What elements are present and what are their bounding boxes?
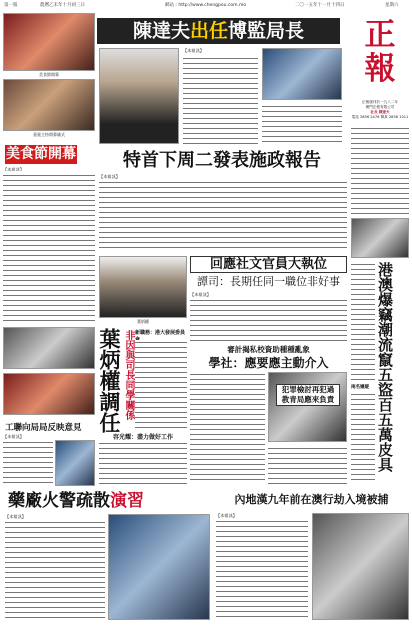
social-subhead: 譚司：長期任同一職位非好事 [197,275,340,288]
masthead-publisher: 社長 陳達夫 [370,110,390,114]
masthead-founded: 正報創刊於一九八二年 [362,100,398,104]
policy-headline: 特首下周二發表施政報告 [123,150,321,171]
event-photo-4 [3,373,95,415]
crime-tag: 【本報訊】 [216,513,237,518]
theft-sidehead: 兩名嫌疑 [351,385,369,390]
leung-body [135,340,187,430]
fire-headline-main: 藥廠火警疏散 [8,491,110,511]
edu-banner-line-2: 教青局應來負責 [281,395,335,404]
issue-date: 二〇一五年十一月十四日 [295,3,345,8]
photo-caption-2: 嘉賓主持開幕儀式 [33,132,65,137]
social-tag: 【本報訊】 [190,292,211,297]
social-body [190,298,347,342]
lead-photo-2 [262,48,342,100]
policy-body [99,180,347,252]
lead-headline [97,18,340,44]
leung-new-post-value: 港大發展委員 [155,330,186,336]
top-bar [0,0,412,12]
masthead-info [351,100,409,120]
lead-portrait [99,48,179,144]
masthead-directory [351,126,409,214]
masthead-title-1: 正 [364,17,396,53]
policy-tag: 【本報訊】 [99,174,120,179]
masthead-company: 澳門正報有限公司 [365,105,395,109]
edu-photo [268,372,347,442]
leung-headline: 葉炳權調任 [97,328,122,433]
culture-headline: 美食節開幕 [6,146,76,162]
lead-tag: 【本報訊】 [183,48,204,53]
workers-headline: 工聯向局局反映意見 [5,423,82,433]
edu-protest-banner [276,384,340,406]
crime-body [216,519,308,620]
lead-body-1 [183,56,258,146]
leung-caption: 葉炳權 [137,319,149,324]
fire-headline [8,490,213,512]
lead-headline-verb: 出任 [189,20,228,42]
weekday: 星期六 [385,3,399,8]
event-photo-3 [3,327,95,369]
fire-drill-photo [108,514,210,620]
masthead [350,18,410,106]
leung-body-2 [99,441,187,485]
fire-tag: 【本報訊】 [5,514,26,519]
leung-subtitle: 非因與司長同學關係 [123,330,134,420]
theft-headline: 港澳爆竊潮流竄五盜百五萬皮具 [376,262,394,472]
fire-headline-accent: 演習 [110,491,144,511]
lead-headline-post: 博監局長 [228,20,305,42]
page-number: 第一版 [4,3,18,8]
lunar-date: 農曆乙未年十月初三日 [40,3,85,8]
fire-body [5,520,105,620]
leung-photo [99,256,187,318]
crime-headline: 內地漢九年前在澳行劫入境被捕 [234,493,389,506]
culture-tag: 【本報訊】 [3,167,24,171]
lead-headline-name: 陳達夫 [132,20,190,42]
edu-body-2 [268,446,347,484]
right-ad-image [351,218,409,258]
theft-body [351,262,375,380]
photo-caption-1: 美食節開幕 [39,72,59,77]
workers-photo [55,440,95,486]
leung-section-head: 容光耀：盡力做好工作 [112,434,173,441]
website-link[interactable]: 網站 : http://www.chengpou.com.mo [165,3,247,8]
left-column [3,13,96,489]
edu-body [190,372,265,484]
workers-tag: 【本報訊】 [3,434,24,439]
workers-body [3,440,53,486]
edu-kicker: 審計揭私校資助種種亂象 [227,345,310,354]
lead-body-2 [262,104,342,146]
masthead-contact: 電話 2856 2476 傳真 2856 1011 [351,115,409,119]
theft-body-2 [351,392,375,484]
social-headline: 回應社文官員大執位 [190,256,347,273]
culture-body [3,173,95,323]
masthead-title-2: 報 [364,51,396,87]
crime-photo [312,513,409,620]
edu-banner-line-1: 犯罪檢討再犯過 [281,385,335,394]
event-photo-1 [3,13,95,71]
leung-new-post-label: 新職務： [135,330,156,336]
edu-headline: 學社：應要應主動介入 [208,356,329,370]
event-photo-2 [3,79,95,131]
